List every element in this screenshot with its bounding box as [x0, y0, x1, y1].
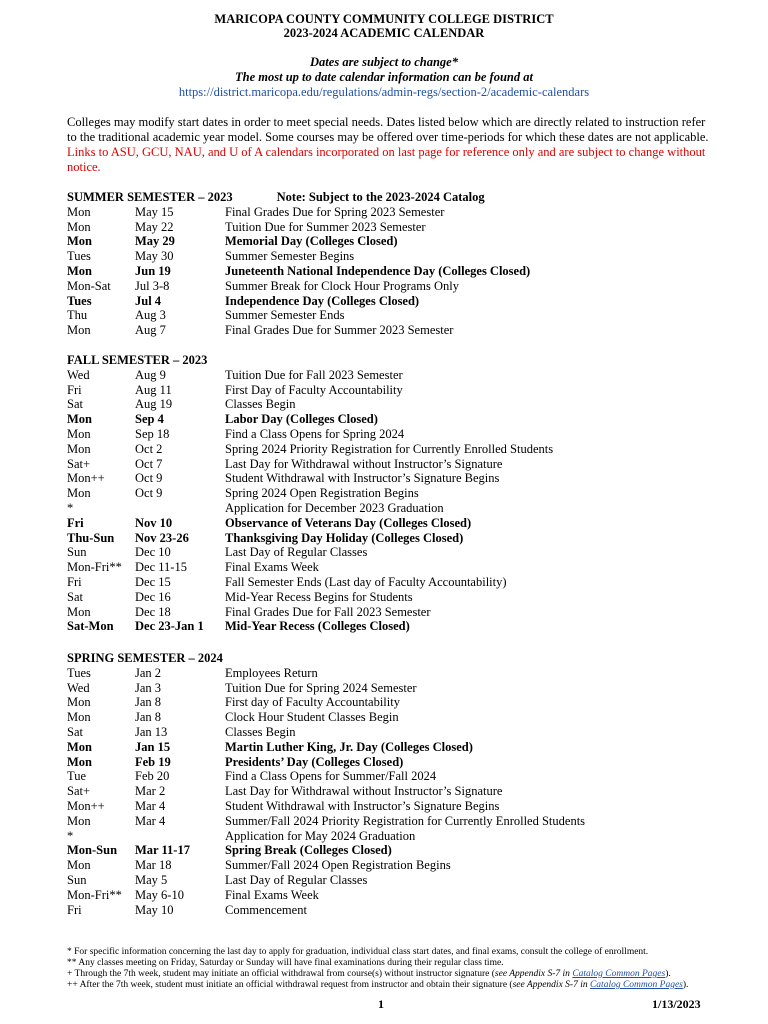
- row-event: Summer/Fall 2024 Open Registration Begins: [225, 858, 451, 873]
- row-day: Thu-Sun: [67, 530, 115, 545]
- row-event: Mid-Year Recess Begins for Students: [225, 589, 413, 604]
- row-date: Aug 19: [135, 397, 173, 412]
- subject-to-change-note: Dates are subject to change*: [310, 55, 458, 69]
- row-date: Nov 23-26: [135, 530, 189, 545]
- calendar-row: [67, 412, 747, 427]
- row-day: Tues: [67, 293, 92, 308]
- row-date: Aug 3: [135, 308, 166, 323]
- row-day: Thu: [67, 308, 88, 323]
- row-event: Fall Semester Ends (Last day of Faculty Accountability): [225, 574, 507, 589]
- document-title: MARICOPA COUNTY COMMUNITY COLLEGE DISTRICT: [214, 12, 554, 26]
- row-event: Tuition Due for Fall 2023 Semester: [225, 367, 403, 382]
- calendar-row: [67, 814, 747, 829]
- row-event: Labor Day (Colleges Closed): [225, 412, 378, 427]
- row-date: Dec 18: [135, 604, 171, 619]
- row-date: Dec 16: [135, 589, 171, 604]
- row-event: Last Day of Regular Classes: [225, 872, 368, 887]
- row-event: Summer Semester Begins: [225, 249, 355, 264]
- row-day: Fri: [67, 902, 82, 917]
- row-event: Find a Class Opens for Spring 2024: [225, 426, 405, 441]
- row-day: Mon: [67, 695, 91, 710]
- row-date: Jan 8: [135, 710, 162, 725]
- row-date: Jan 15: [135, 739, 171, 754]
- row-date: Jan 2: [135, 665, 162, 680]
- row-event: Spring 2024 Priority Registration for Currently Enrolled Students: [225, 441, 554, 456]
- intro-red-note: Links to ASU, GCU, NAU, and U of A calendars incorporated on last page for reference only and are subject to change without notice.: [67, 145, 706, 174]
- calendar-row: [67, 605, 747, 620]
- row-event: Employees Return: [225, 665, 318, 680]
- row-day: Mon: [67, 813, 91, 828]
- row-event: Tuition Due for Spring 2024 Semester: [225, 680, 417, 695]
- row-date: May 6-10: [135, 887, 184, 902]
- row-event: First Day of Faculty Accountability: [225, 382, 403, 397]
- row-day: Sat: [67, 397, 83, 412]
- row-date: Mar 18: [135, 858, 172, 873]
- calendar-row: [67, 220, 747, 235]
- row-day: Sat-Mon: [67, 619, 114, 634]
- row-date: Jan 3: [135, 680, 162, 695]
- calendar-link[interactable]: https://district.maricopa.edu/regulations/admin-regs/section-2/academic-calendars: [178, 85, 590, 99]
- row-event: Summer Semester Ends: [225, 308, 345, 323]
- calendar-row: [67, 471, 747, 486]
- calendar-row: [67, 666, 747, 681]
- calendar-row: [67, 442, 747, 457]
- row-event: Juneteenth National Independence Day (Colleges Closed): [225, 263, 531, 278]
- row-event: Tuition Due for Summer 2023 Semester: [225, 219, 426, 234]
- page-number: 1: [378, 997, 384, 1011]
- intro-paragraph: [67, 115, 717, 175]
- row-date: Dec 11-15: [135, 560, 187, 575]
- calendar-row: [67, 205, 747, 220]
- calendar-row: [67, 710, 747, 725]
- row-event: Final Grades Due for Fall 2023 Semester: [225, 604, 431, 619]
- row-date: Jul 3-8: [135, 278, 170, 293]
- row-day: *: [67, 500, 74, 515]
- row-date: May 22: [135, 219, 174, 234]
- row-day: Mon-Fri**: [67, 560, 122, 575]
- row-day: Mon: [67, 204, 91, 219]
- row-event: Clock Hour Student Classes Begin: [225, 710, 399, 725]
- calendar-row: [67, 368, 747, 383]
- row-date: Mar 2: [135, 784, 166, 799]
- calendar-row: [67, 486, 747, 501]
- fall-semester-section: [67, 353, 747, 634]
- calendar-row: [67, 323, 747, 338]
- row-day: Mon: [67, 754, 92, 769]
- row-date: Jan 8: [135, 695, 162, 710]
- row-day: Fri: [67, 574, 82, 589]
- row-event: Independence Day (Colleges Closed): [225, 293, 420, 308]
- row-day: Mon: [67, 263, 92, 278]
- row-date: Nov 10: [135, 515, 173, 530]
- row-event: Application for December 2023 Graduation: [225, 500, 444, 515]
- calendar-row: [67, 829, 747, 844]
- row-day: Mon: [67, 426, 91, 441]
- row-day: Mon++: [67, 471, 105, 486]
- row-date: Oct 2: [135, 441, 163, 456]
- row-event: Mid-Year Recess (Colleges Closed): [225, 619, 410, 634]
- row-date: May 29: [135, 234, 175, 249]
- footnote-finals: ** Any classes meeting on Friday, Saturday or Sunday will have final examinations during their regular class time.: [67, 958, 504, 968]
- calendar-row: [67, 383, 747, 398]
- row-date: Aug 11: [135, 382, 172, 397]
- row-date: Mar 4: [135, 798, 166, 813]
- row-event: Final Grades Due for Summer 2023 Semester: [225, 323, 454, 338]
- row-date: Mar 4: [135, 813, 166, 828]
- calendar-row: [67, 725, 747, 740]
- row-day: Mon: [67, 486, 91, 501]
- row-event: Last Day for Withdrawal without Instructor’s Signature: [225, 456, 503, 471]
- calendar-row: [67, 873, 747, 888]
- row-day: Sun: [67, 872, 87, 887]
- calendar-row: [67, 531, 747, 546]
- row-day: Sat+: [67, 456, 91, 471]
- row-day: Mon-Sun: [67, 843, 118, 858]
- calendar-row: [67, 264, 747, 279]
- row-event: First day of Faculty Accountability: [225, 695, 400, 710]
- row-event: Last Day of Regular Classes: [225, 545, 368, 560]
- calendar-row: [67, 575, 747, 590]
- row-event: Student Withdrawal with Instructor’s Signature Begins: [225, 471, 500, 486]
- row-date: Dec 23-Jan 1: [135, 619, 204, 634]
- row-event: Commencement: [225, 902, 307, 917]
- row-day: Mon: [67, 323, 91, 338]
- calendar-row: [67, 740, 747, 755]
- row-date: May 30: [135, 249, 174, 264]
- row-date: Jan 13: [135, 724, 168, 739]
- footnote-graduation: * For specific information concerning the last day to apply for graduation, individual class start dates, and final exams, consult the college of enrollment.: [67, 947, 649, 957]
- row-event: Summer Break for Clock Hour Programs Only: [225, 278, 459, 293]
- row-day: Mon: [67, 441, 91, 456]
- row-day: Sun: [67, 545, 87, 560]
- footnotes: [67, 947, 747, 991]
- row-day: Tues: [67, 249, 91, 264]
- calendar-row: [67, 799, 747, 814]
- row-event: Final Exams Week: [225, 560, 319, 575]
- calendar-row: [67, 888, 747, 903]
- catalog-common-pages-link[interactable]: Catalog Common Pages: [572, 969, 666, 979]
- calendar-row: [67, 545, 747, 560]
- row-date: Aug 7: [135, 323, 166, 338]
- calendar-row: [67, 903, 747, 918]
- row-date: Sep 4: [135, 412, 164, 427]
- row-event: Thanksgiving Day Holiday (Colleges Closed): [225, 530, 464, 545]
- row-date: Dec 15: [135, 574, 171, 589]
- row-day: Wed: [67, 367, 90, 382]
- row-day: Mon: [67, 858, 91, 873]
- row-day: Sat: [67, 589, 83, 604]
- row-day: Mon-Fri**: [67, 887, 122, 902]
- row-date: Jun 19: [135, 263, 171, 278]
- row-event: Classes Begin: [225, 397, 296, 412]
- row-date: May 15: [135, 204, 174, 219]
- row-day: Sat+: [67, 784, 91, 799]
- row-event: Spring 2024 Open Registration Begins: [225, 486, 419, 501]
- calendar-row: [67, 784, 747, 799]
- row-event: Spring Break (Colleges Closed): [225, 843, 392, 858]
- row-day: Mon: [67, 412, 92, 427]
- row-day: Mon: [67, 710, 91, 725]
- row-day: Tue: [67, 769, 86, 784]
- calendar-row: [67, 843, 747, 858]
- summer-semester-section: [67, 190, 747, 338]
- row-event: Last Day for Withdrawal without Instructor’s Signature: [225, 784, 503, 799]
- calendar-row: [67, 755, 747, 770]
- row-day: Mon-Sat: [67, 278, 111, 293]
- row-day: Fri: [67, 382, 82, 397]
- row-date: Oct 9: [135, 486, 163, 501]
- row-date: Jul 4: [135, 293, 162, 308]
- row-event: Find a Class Opens for Summer/Fall 2024: [225, 769, 437, 784]
- section-note: Note: Subject to the 2023-2024 Catalog: [276, 190, 485, 204]
- row-event: Summer/Fall 2024 Priority Registration for Currently Enrolled Students: [225, 813, 586, 828]
- spring-semester-section: [67, 651, 747, 917]
- row-date: Sep 18: [135, 426, 170, 441]
- document-date: 1/13/2023: [652, 997, 701, 1011]
- calendar-row: [67, 279, 747, 294]
- calendar-row: [67, 249, 747, 264]
- row-date: Mar 11-17: [135, 843, 190, 858]
- row-event: Presidents’ Day (Colleges Closed): [225, 754, 404, 769]
- calendar-row: [67, 308, 747, 323]
- row-date: Oct 9: [135, 471, 163, 486]
- up-to-date-note: The most up to date calendar information can be found at: [235, 70, 533, 84]
- row-date: May 10: [135, 902, 174, 917]
- footnote-withdrawal-after: ++ After the 7th week, student must initiate an official withdrawal request from instructor and obtain their signature (see Appendix S-7 in Catalog Common Pages).: [67, 980, 689, 990]
- row-date: Dec 10: [135, 545, 171, 560]
- row-event: Final Exams Week: [225, 887, 319, 902]
- section-title: FALL SEMESTER – 2023: [67, 353, 208, 367]
- row-day: Mon: [67, 234, 92, 249]
- row-day: Wed: [67, 680, 90, 695]
- calendar-row: [67, 427, 747, 442]
- row-date: Feb 20: [135, 769, 170, 784]
- row-day: Mon: [67, 739, 92, 754]
- calendar-row: [67, 294, 747, 309]
- calendar-row: [67, 681, 747, 696]
- row-day: Mon: [67, 604, 91, 619]
- calendar-row: [67, 769, 747, 784]
- row-day: Tues: [67, 665, 91, 680]
- intro-text: Colleges may modify start dates in order to meet special needs. Dates listed below which are directly related to instruction refer to the traditional academic year model. Some courses may be offered over time-periods for which these dates are not applicable.: [67, 115, 709, 144]
- calendar-row: [67, 501, 747, 516]
- section-title: SUMMER SEMESTER – 2023 Note: Subject to the 2023-2024 Catalog: [67, 190, 485, 204]
- row-event: Observance of Veterans Day (Colleges Closed): [225, 515, 472, 530]
- row-date: Aug 9: [135, 367, 166, 382]
- calendar-row: [67, 516, 747, 531]
- calendar-row: [67, 560, 747, 575]
- row-event: Student Withdrawal with Instructor’s Signature Begins: [225, 798, 500, 813]
- row-event: Memorial Day (Colleges Closed): [225, 234, 398, 249]
- calendar-row: [67, 619, 747, 634]
- footnote-withdrawal-before: + Through the 7th week, student may initiate an official withdrawal from course(s) without instructor signature (see Appendix S-7 in Catalog Common Pages).: [67, 969, 671, 979]
- calendar-row: [67, 590, 747, 605]
- row-day: Sat: [67, 724, 83, 739]
- row-event: Martin Luther King, Jr. Day (Colleges Closed): [225, 739, 473, 754]
- section-title: SPRING SEMESTER – 2024: [67, 651, 223, 665]
- catalog-common-pages-link[interactable]: Catalog Common Pages: [589, 980, 683, 990]
- calendar-row: [67, 695, 747, 710]
- row-event: Final Grades Due for Spring 2023 Semester: [225, 204, 445, 219]
- calendar-row: [67, 234, 747, 249]
- row-date: May 5: [135, 872, 168, 887]
- row-date: Feb 19: [135, 754, 171, 769]
- calendar-row: [67, 457, 747, 472]
- row-day: Fri: [67, 515, 84, 530]
- calendar-row: [67, 397, 747, 412]
- row-date: Oct 7: [135, 456, 163, 471]
- row-day: *: [67, 828, 74, 843]
- calendar-row: [67, 858, 747, 873]
- row-day: Mon: [67, 219, 91, 234]
- row-day: Mon++: [67, 798, 105, 813]
- row-event: Classes Begin: [225, 724, 296, 739]
- row-event: Application for May 2024 Graduation: [225, 828, 416, 843]
- calendar-title: 2023-2024 ACADEMIC CALENDAR: [283, 26, 485, 40]
